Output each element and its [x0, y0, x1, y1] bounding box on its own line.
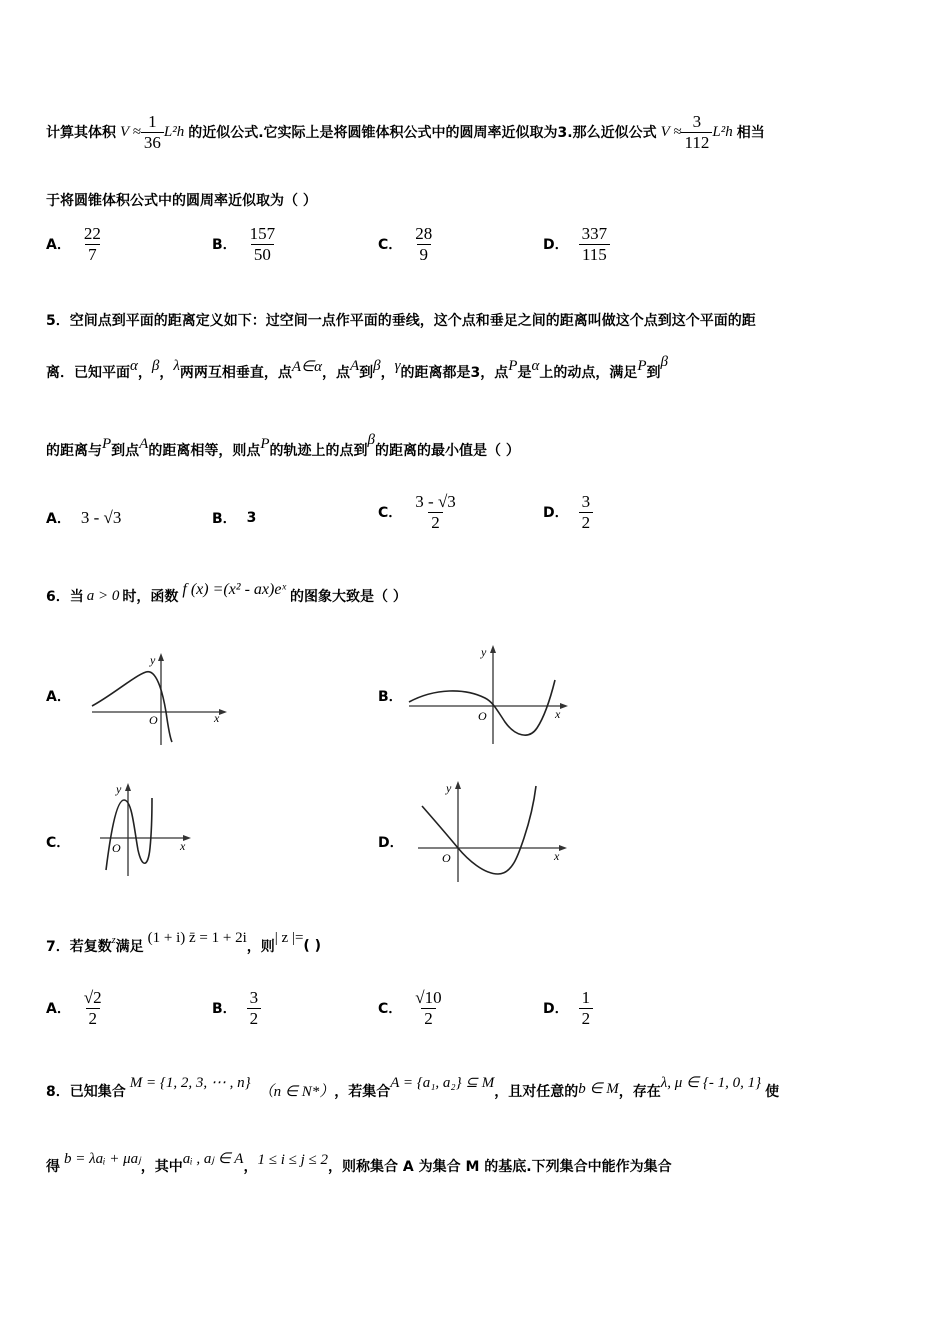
q7-option-a[interactable]: A． $\frac{√2}{2}$ [46, 988, 102, 1028]
q4-text-b: 的近似公式.它实际上是将圆锥体积公式中的圆周率近似取为3.那么近似公式 [188, 125, 657, 142]
q4-line1 [46, 112, 765, 152]
graph-c [96, 778, 196, 878]
set-m: M = {1, 2, 3, ⋯ , n} [129, 1075, 251, 1091]
y-arrow [125, 783, 131, 791]
q6-option-d[interactable]: D． [378, 835, 404, 851]
q6-option-b[interactable]: B． [378, 689, 403, 705]
q4-option-c[interactable]: C． $\frac{28}{9}$ [378, 224, 433, 264]
graph-a [84, 650, 234, 746]
q5-option-b[interactable]: B． 3 [212, 510, 257, 527]
q7-stem: 7．若复数 z 满足 (1 + i) z̄ = 1 + 2i ，则 | z |= ( ) [46, 929, 322, 955]
svg-text:x: x [214, 711, 220, 725]
q6-option-c[interactable]: C． [46, 835, 71, 851]
svg-text:x: x [180, 839, 186, 853]
svg-text:y: y [150, 653, 156, 667]
svg-text:O: O [112, 841, 121, 855]
q6-function: f (x) =(x² - ax)eˣ [182, 581, 286, 598]
q4-formula2-frac: $\frac{3}{112}$ [681, 112, 712, 152]
q5-line1: 5．空间点到平面的距离定义如下：过空间一点作平面的垂线，这个点和垂足之间的距离叫做这个点到这个平面的距 [46, 313, 756, 329]
svg-text:x: x [554, 849, 560, 863]
a-in-alpha: A∈α [291, 358, 322, 375]
q8-line1: 8．已知集合 M = {1, 2, 3, ⋯ , n} （n ∈ N*） ，若集合 A = {a₁, a₂} ⊆ M ，且对任意的 b ∈ M ，存在 λ, μ ∈ {- 1, 0, 1} 使 [46, 1075, 780, 1100]
q7-option-b[interactable]: B． $\frac{3}{2}$ [212, 988, 261, 1028]
y-arrow [158, 653, 164, 661]
q4-formula1-frac: $\frac{1}{36}$ [141, 112, 164, 152]
graph-c-curve [106, 798, 152, 870]
graph-b [405, 640, 575, 746]
q6-option-a[interactable]: A． [46, 689, 71, 705]
q5-line2: 离．已知平面 α ， β ， λ 两两互相垂直，点 A∈α ，点 A 到 β ， γ 的距离都是3，点 P 是 α 上的动点，满足 P 到 β [46, 353, 668, 381]
q4-formula2-v: V ≈ [660, 123, 682, 140]
x-arrow [219, 709, 227, 715]
graph-d-curve [422, 786, 536, 874]
q4-text-c: 相当 [736, 125, 765, 142]
graph-d [412, 776, 572, 886]
x-arrow [559, 845, 567, 851]
q4-option-a[interactable]: A． $\frac{22}{7}$ [46, 224, 101, 264]
q4-formula1-v: V ≈ [120, 123, 141, 140]
alpha-symbol: α [130, 357, 138, 374]
q4-formula1-tail: L²h [163, 123, 185, 140]
q7-option-c[interactable]: C． $\frac{√10}{2}$ [378, 988, 442, 1028]
q4-option-b[interactable]: B． $\frac{157}{50}$ [212, 224, 276, 264]
x-arrow [560, 703, 568, 709]
q7-equation: (1 + i) z̄ = 1 + 2i [147, 929, 247, 946]
svg-text:x: x [555, 707, 561, 721]
svg-text:y: y [446, 781, 452, 795]
q5-option-a[interactable]: A． 3 - √3 [46, 508, 122, 527]
set-a: A = {a₁, a₂} ⊆ M [390, 1075, 495, 1091]
q4-text-a: 计算其体积 [46, 125, 116, 142]
q8-line2: 得 b = λaᵢ + μaⱼ ，其中 aᵢ , aⱼ ∈ A ， 1 ≤ i ≤ j ≤ 2 ，则称集合 A 为集合 M 的基底.下列集合中能作为集合 [46, 1150, 672, 1175]
q4-option-d[interactable]: D． $\frac{337}{115}$ [543, 224, 610, 264]
q5-option-c[interactable]: C． $\frac{3 - √3}{2}$ [378, 492, 456, 532]
q4-formula2-tail: L²h [712, 123, 733, 140]
graph-b-curve [409, 680, 555, 735]
q4-line2: 于将圆锥体积公式中的圆周率近似取为（ ） [46, 193, 317, 209]
q7-option-d[interactable]: D． $\frac{1}{2}$ [543, 988, 593, 1028]
beta-symbol: β [151, 357, 160, 374]
q6-stem: 6．当 a > 0 时，函数 f (x) =(x² - ax)eˣ 的图象大致是（ ） [46, 581, 407, 605]
graph-a-curve [92, 672, 172, 742]
svg-text:y: y [481, 645, 487, 659]
svg-text:O: O [149, 713, 158, 727]
svg-text:O: O [442, 851, 451, 865]
y-arrow [490, 645, 496, 653]
q5-line3: 的距离与 P 到点 A 的距离相等，则点 P 的轨迹上的点到 β 的距离的最小值是（ ） [46, 431, 520, 459]
svg-text:O: O [478, 709, 487, 723]
lambda-symbol: λ [173, 357, 180, 374]
gamma-symbol: γ [394, 357, 401, 374]
svg-text:y: y [116, 782, 122, 796]
y-arrow [455, 781, 461, 789]
q5-option-d[interactable]: D． $\frac{3}{2}$ [543, 492, 593, 532]
